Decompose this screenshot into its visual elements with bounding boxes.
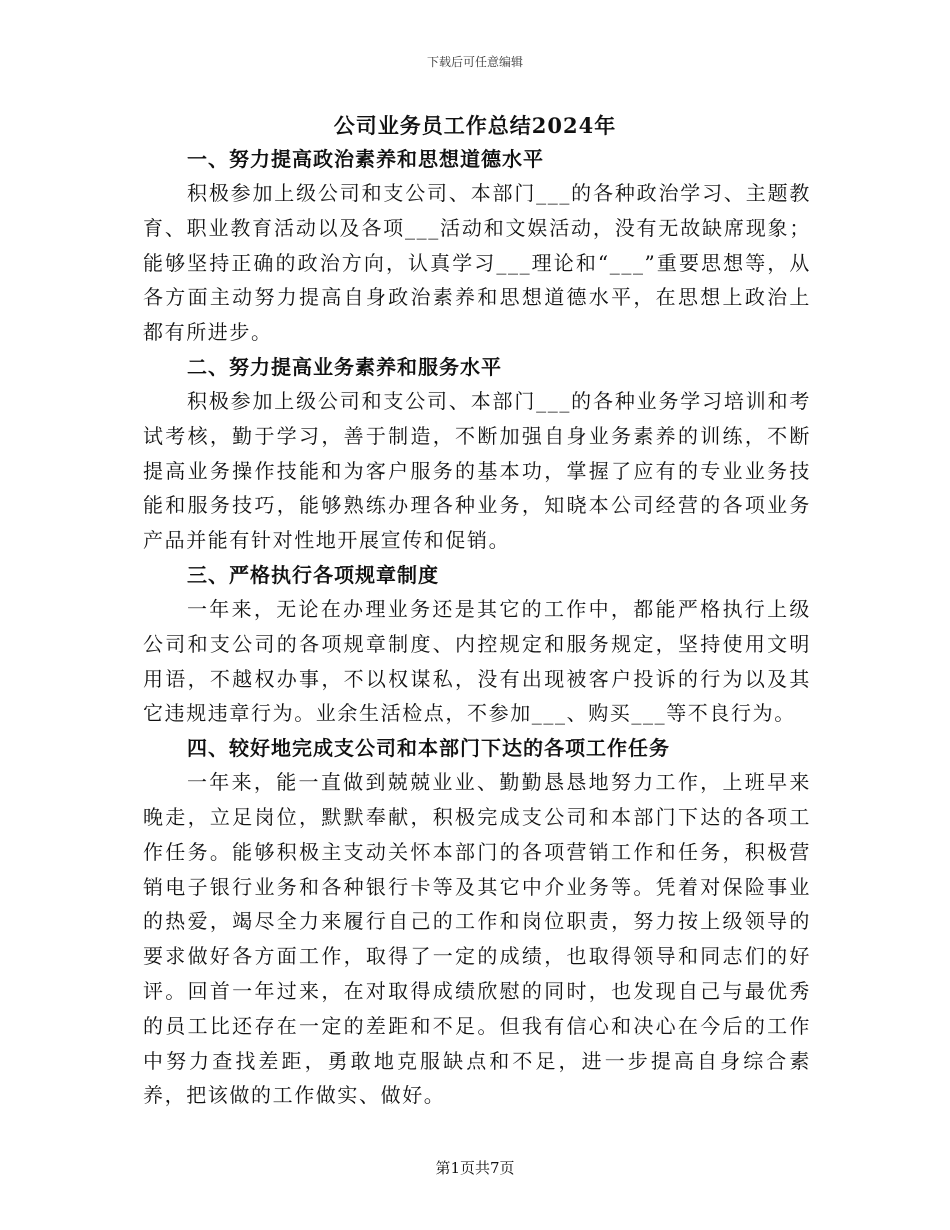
section-paragraph-1: 积极参加上级公司和支公司、本部门___的各种政治学习、主题教育、职业教育活动以及各项___活动和文娱活动，没有无故缺席现象；能够坚持正确的政治方向，认真学习___理论和“___”重要思想等，从各方面主动努力提高自身政治素养和思想道德水平，在思想上政治上都有所进步。 xyxy=(143,181,811,345)
section-paragraph-3: 一年来，无论在办理业务还是其它的工作中，都能严格执行上级公司和支公司的各项规章制度、内控规定和服务规定，坚持使用文明用语，不越权办事，不以权谋私，没有出现被客户投诉的行为以及其它违规违章行为。业余生活检点，不参加___、购买___等不良行为。 xyxy=(143,596,811,726)
header-note: 下载后可任意编辑 xyxy=(426,55,523,69)
section-paragraph-2: 积极参加上级公司和支公司、本部门___的各种业务学习培训和考试考核，勤于学习，善于制造，不断加强自身业务素养的训练，不断提高业务操作技能和为客户服务的基本功，掌握了应有的专业业务技能和服务技巧，能够熟练办理各种业务，知晓本公司经营的各项业务产品并能有针对性地开展宣传和促销。 xyxy=(143,388,811,553)
section-heading-4: 四、较好地完成支公司和本部门下达的各项工作任务 xyxy=(187,736,670,761)
section-paragraph-4: 一年来，能一直做到兢兢业业、勤勤恳恳地努力工作，上班早来晚走，立足岗位，默默奉献，积极完成支公司和本部门下达的各项工作任务。能够积极主支动关怀本部门的各项营销工作和任务，积极营销电子银行业务和各种银行卡等及其它中介业务等。凭着对保险事业的热爱，竭尽全力来履行自己的工作和岗位职责，努力按上级领导的要求做好各方面工作，取得了一定的成绩，也取得领导和同志们的好评。回首一年过来，在对取得成绩欣慰的同时，也发现自己与最优秀的员工比还存在一定的差距和不足。但我有信心和决心在今后的工作中努力查找差距，勇敢地克服缺点和不足，进一步提高自身综合素养，把该做的工作做实、做好。 xyxy=(143,770,811,1108)
page-footer: 第1页共7页 xyxy=(435,1159,515,1177)
section-heading-1: 一、努力提高政治素养和思想道德水平 xyxy=(187,147,544,171)
section-heading-2: 二、努力提高业务素养和服务水平 xyxy=(187,354,502,379)
document-title: 公司业务员工作总结2024年 xyxy=(333,113,617,138)
section-heading-3: 三、严格执行各项规章制度 xyxy=(187,562,439,587)
document-body xyxy=(143,142,811,1113)
